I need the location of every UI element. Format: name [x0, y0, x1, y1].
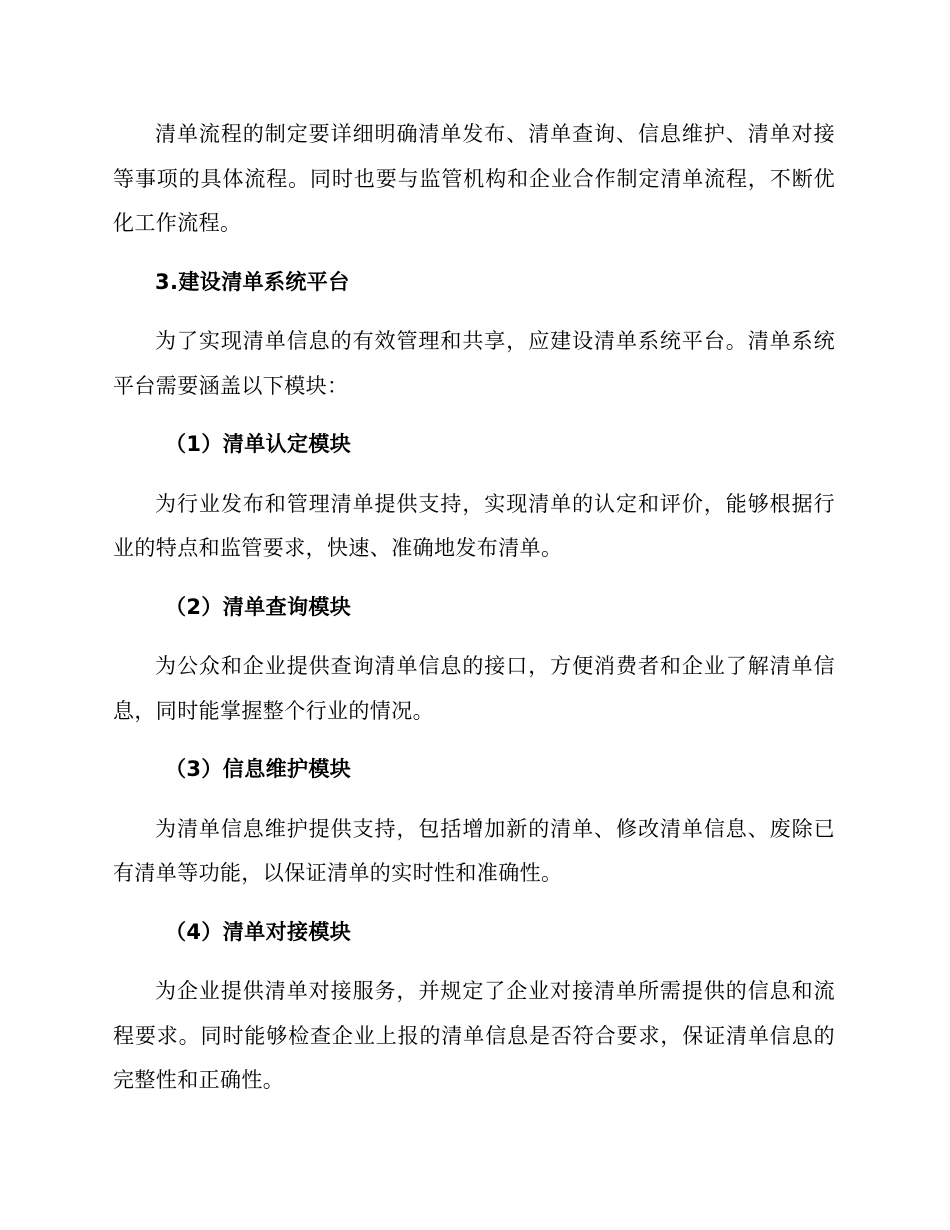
subheading-docking-module: （4）清单对接模块	[165, 919, 352, 944]
paragraph-recognition-module: 为行业发布和管理清单提供支持，实现清单的认定和评价，能够根据行业的特点和监管要求，快速、准确地发布清单。	[113, 491, 835, 560]
paragraph-query-module: 为公众和企业提供查询清单信息的接口，方便消费者和企业了解清单信息，同时能掌握整个行业的情况。	[113, 654, 835, 723]
document-page	[113, 112, 835, 1103]
subheading-recognition-module: （1）清单认定模块	[165, 432, 352, 456]
subheading-query-module: （2）清单查询模块	[165, 594, 352, 619]
section-heading-platform: 3.建设清单系统平台	[155, 269, 350, 294]
paragraph-maintenance-module: 为清单信息维护提供支持，包括增加新的清单、修改清单信息、废除已有清单等功能，以保证清单的实时性和准确性。	[113, 816, 835, 885]
paragraph-docking-module: 为企业提供清单对接服务，并规定了企业对接清单所需提供的信息和流程要求。同时能够检查企业上报的清单信息是否符合要求，保证清单信息的完整性和正确性。	[113, 979, 835, 1092]
paragraph-platform-intro: 为了实现清单信息的有效管理和共享，应建设清单系统平台。清单系统平台需要涵盖以下模块：	[113, 329, 835, 398]
paragraph-workflow: 清单流程的制定要详细明确清单发布、清单查询、信息维护、清单对接等事项的具体流程。同时也要与监管机构和企业合作制定清单流程，不断优化工作流程。	[113, 122, 835, 235]
subheading-maintenance-module: （3）信息维护模块	[165, 757, 352, 781]
